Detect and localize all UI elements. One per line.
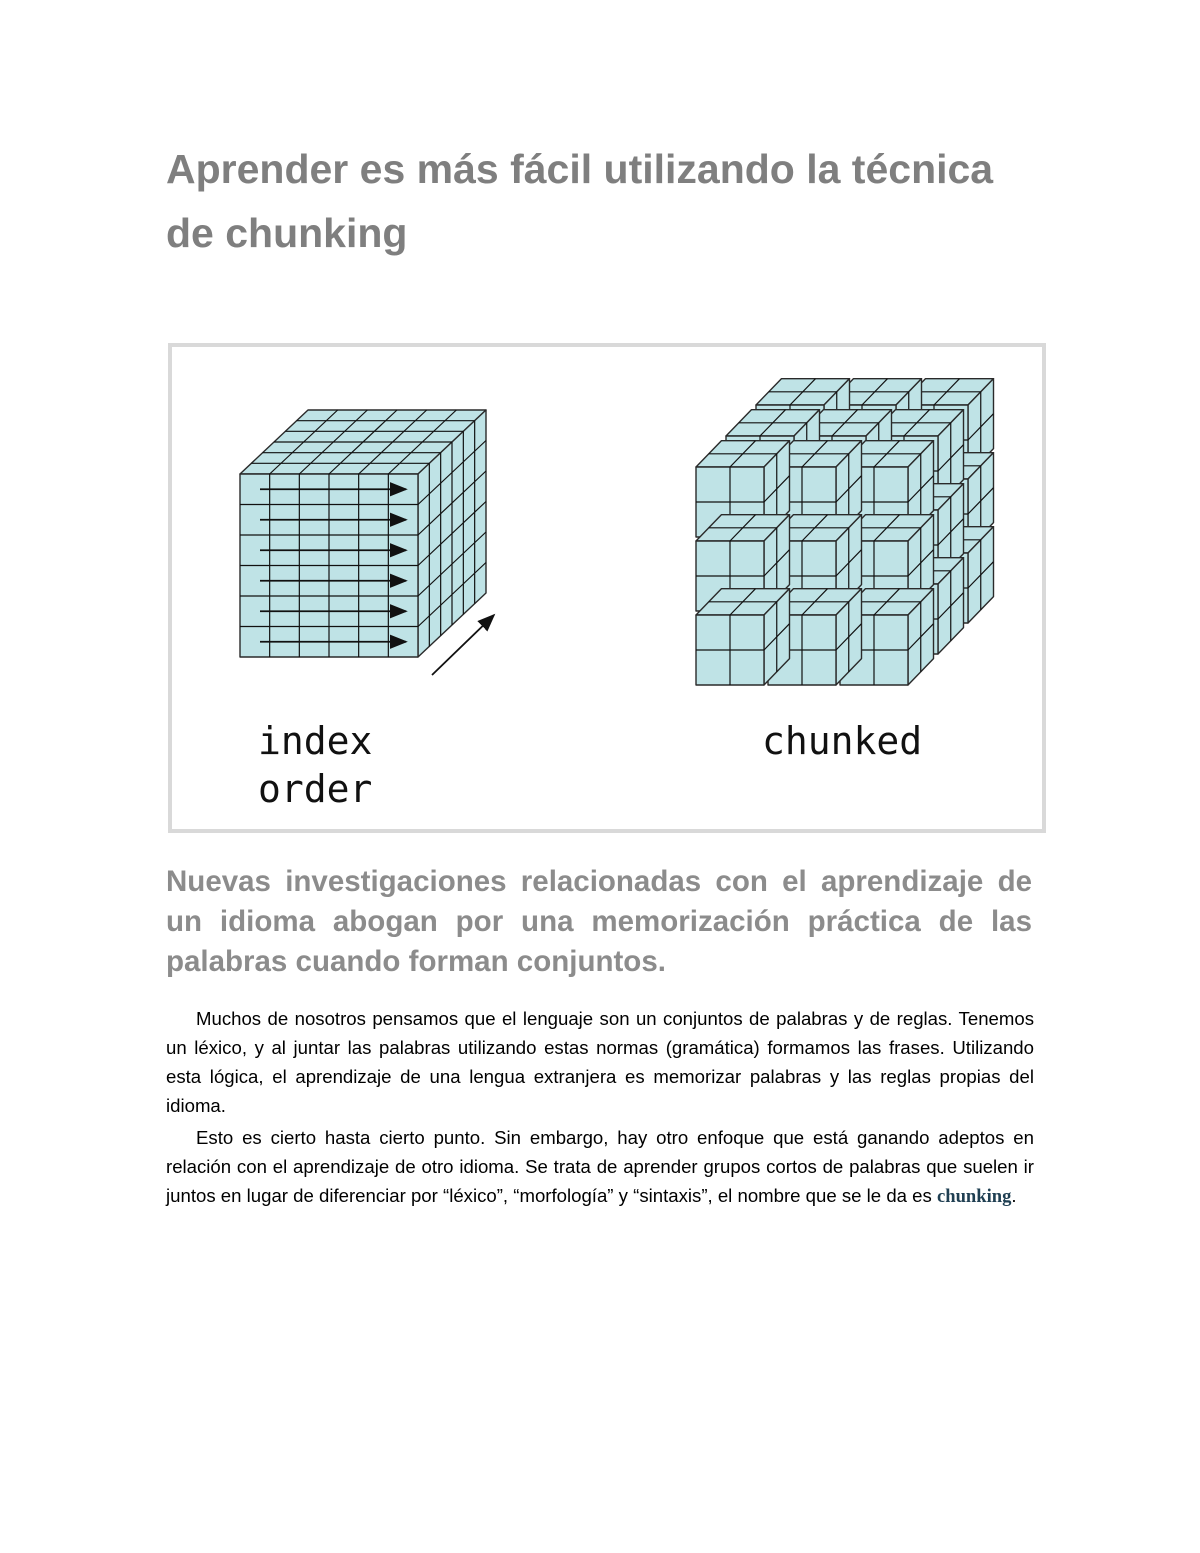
subtitle: Nuevas investigaciones relacionadas con el aprendizaje de un idioma abogan por una memorización práctica de las palabras cuando forman conjuntos. [166,865,1032,978]
paragraph-1: Muchos de nosotros pensamos que el lenguaje son un conjuntos de palabras y de reglas. Tenemos un léxico, y al juntar las palabras utilizando estas normas (gramática) formamos las frases. Utilizando esta lógica, el aprendizaje de una lengua extranjera es memorizar palabras y las reglas propias del idioma. [166,1008,1034,1116]
chunked-cube [696,379,994,685]
page-title: Aprender es más fácil utilizando la técnica de chunking [166,146,994,256]
chunking-figure [168,343,1046,833]
index-label: index [258,719,373,763]
chunking-term: chunking [936,1186,1012,1207]
article-body [166,1004,1034,1214]
paragraph-2 [166,1123,1034,1211]
cube-illustration [172,347,1042,829]
chunked-label: chunked [762,719,923,763]
index-order-cube [240,410,494,675]
paragraph-2-end: . [1011,1185,1017,1206]
order-label: order [258,767,373,811]
paragraph-2-text: Esto es cierto hasta cierto punto. Sin embargo, hay otro enfoque que está ganando adeptos en relación con el aprendizaje de otro idioma. Se trata de aprender grupos cortos de palabras que suelen ir juntos en lugar de diferenciar por “léxico”, “morfología” y “sintaxis”, el nombre que se le da es [166,1127,1034,1206]
